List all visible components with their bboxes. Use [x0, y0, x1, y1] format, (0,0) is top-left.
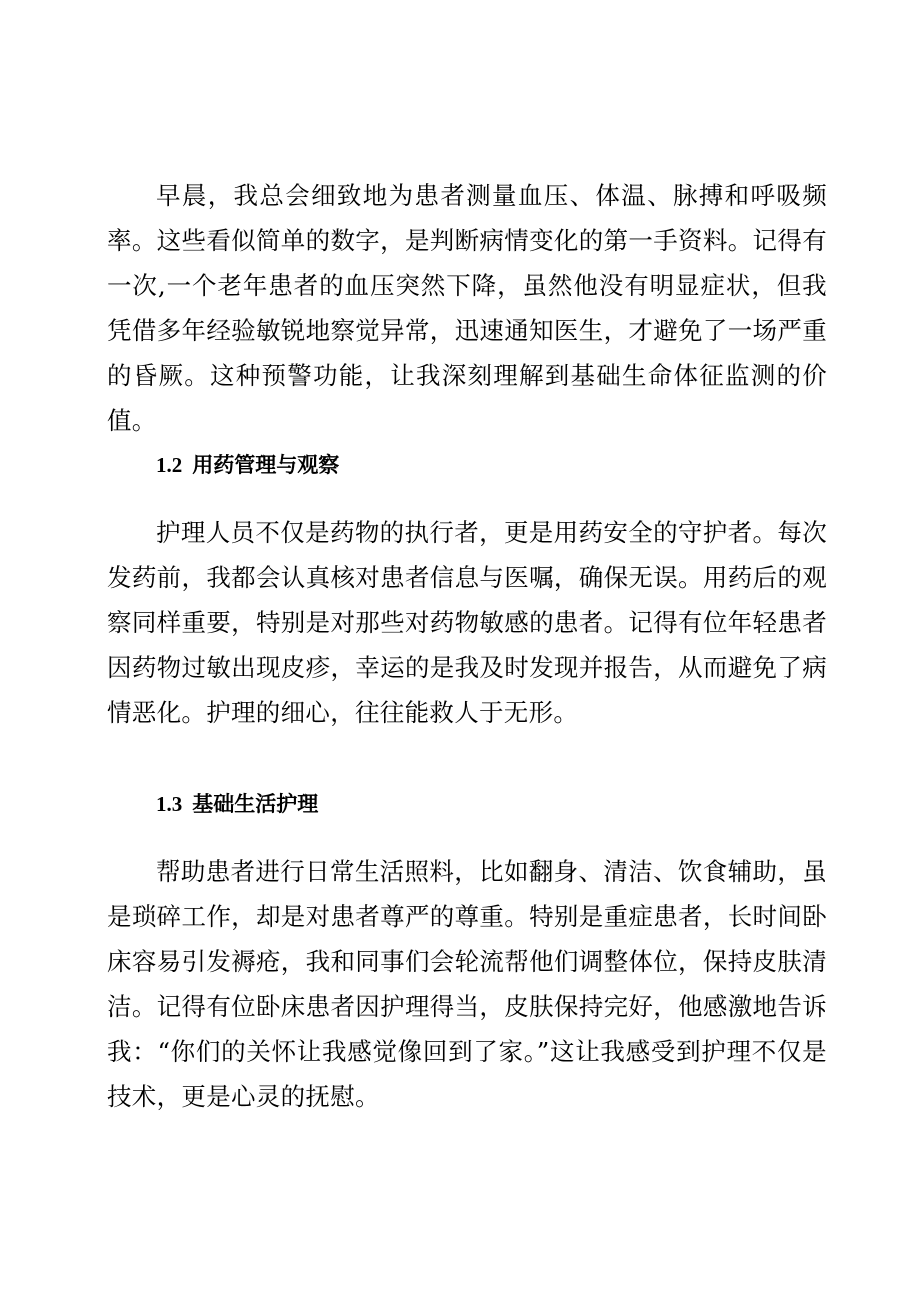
- section-heading-1-3: [156, 789, 318, 819]
- section-number: 1.2: [156, 453, 183, 477]
- section-title: 用药管理与观察: [192, 453, 340, 477]
- section-heading-1-2: [156, 450, 339, 480]
- section-number: 1.3: [156, 792, 183, 816]
- paragraph-medication: 护理人员不仅是药物的执行者，更是用药安全的守护者。每次发药前，我都会认真核对患者信息与医嘱，确保无误。用药后的观察同样重要，特别是对那些对药物敏感的患者。记得有位年轻患者因药物过敏出现皮疹，幸运的是我及时发现并报告，从而避免了病情恶化。护理的细心，往往能救人于无形。: [107, 518, 827, 727]
- paragraph-daily-care: 帮助患者进行日常生活照料，比如翻身、清洁、饮食辅助，虽是琐碎工作，却是对患者尊严的尊重。特别是重症患者，长时间卧床容易引发褥疮，我和同事们会轮流帮他们调整体位，保持皮肤清洁。记得有位卧床患者因护理得当，皮肤保持完好，他感激地告诉我：“你们的关怀让我感觉像回到了家。”这让我感受到护理不仅是技术，更是心灵的抚慰。: [107, 857, 827, 1111]
- section-title: 基础生活护理: [192, 792, 319, 816]
- paragraph-vital-signs: 早晨，我总会细致地为患者测量血压、体温、脉搏和呼吸频率。这些看似简单的数字，是判断病情变化的第一手资料。记得有一次,一个老年患者的血压突然下降，虽然他没有明显症状，但我凭借多年经验敏锐地察觉异常，迅速通知医生，才避免了一场严重的昏厥。这种预警功能，让我深刻理解到基础生命体征监测的价值。: [107, 181, 827, 435]
